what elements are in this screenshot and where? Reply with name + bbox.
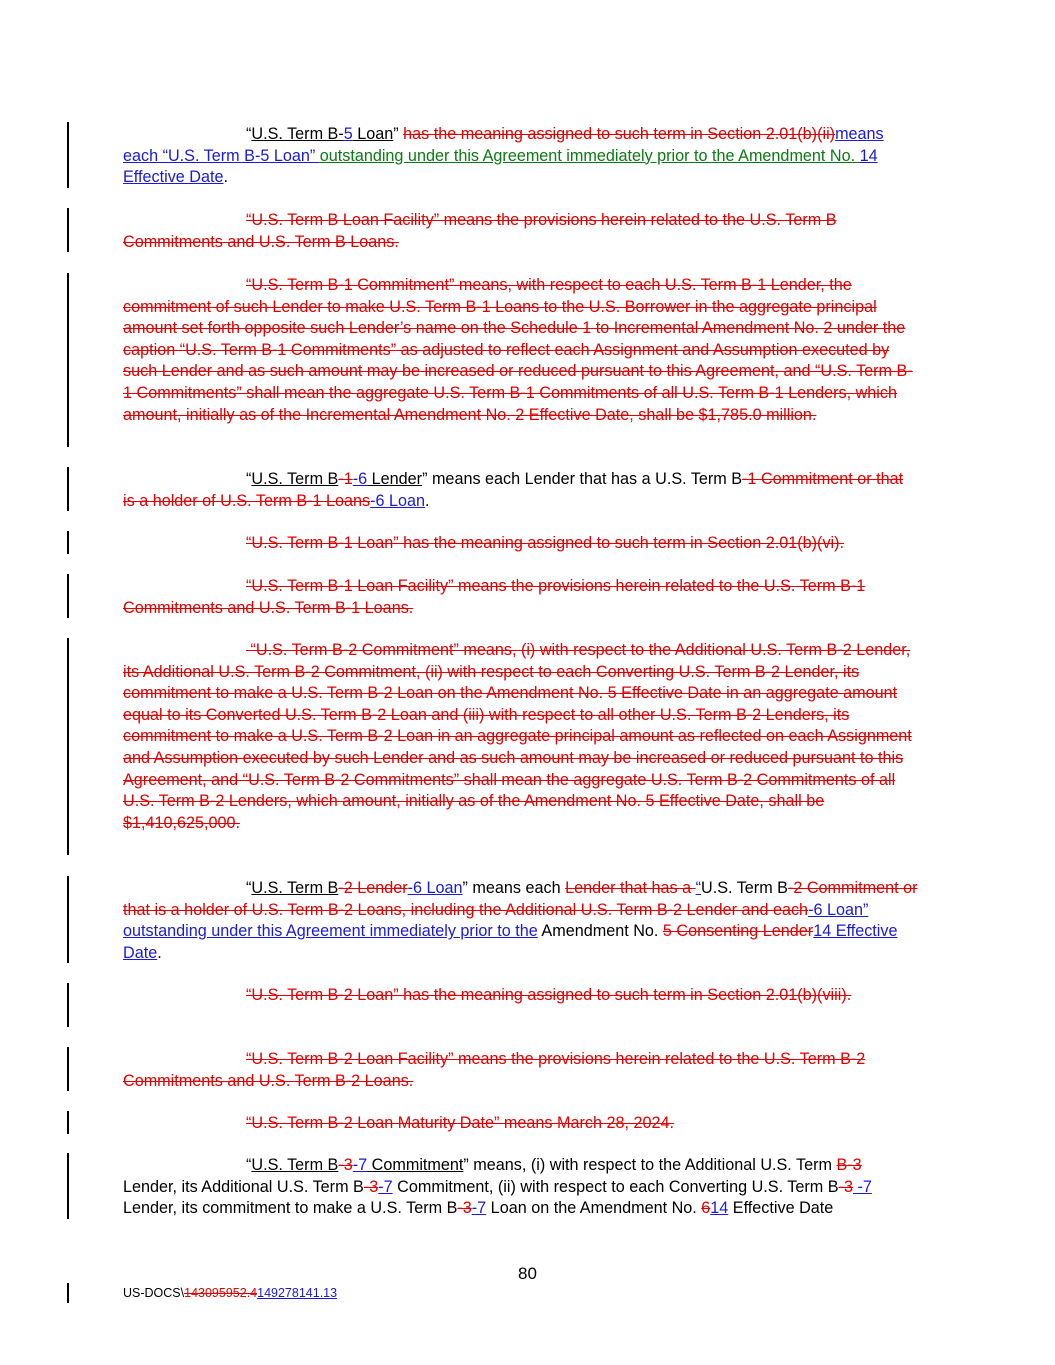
body-text: “ [246, 125, 252, 143]
definition-paragraph [123, 124, 918, 189]
inserted-text: 5 [343, 125, 353, 143]
body-text: Commitment [367, 1156, 464, 1174]
deleted-text: -2 Commitment or that is a holder of U.S. Term B-2 Loans, including the Additional U.S. Term B-2 Lender and each [123, 879, 918, 919]
change-bar [67, 273, 69, 447]
deleted-text: “U.S. Term B-1 Loan” has the meaning assigned to such term in Section 2.01(b)(vi). [246, 534, 845, 552]
inserted-text: 14 Effective Date [123, 146, 878, 187]
inserted-text: 14 [710, 1199, 729, 1218]
body-text: U.S. Term B [251, 1156, 339, 1174]
inserted-text: -6 Loan [370, 491, 426, 510]
body-text: Loan [352, 125, 394, 143]
change-bar [67, 1111, 69, 1134]
inserted-text: -7 [852, 1177, 872, 1196]
change-bar [67, 983, 69, 1027]
inserted-text: means each “U.S. Term B-5 Loan” [123, 125, 884, 165]
inserted-text: -6 [352, 470, 368, 488]
inserted-text: outstanding under this Agreement immediately prior to the Amendment No. [319, 146, 860, 165]
body-text: “ [246, 879, 252, 897]
deleted-text: “U.S. Term B-2 Loan Maturity Date” means March 28, 2024. [246, 1114, 674, 1132]
definition-paragraph [123, 985, 918, 1007]
body-text: . [425, 491, 430, 510]
body-text: ” means, (i) with respect to the Additional U.S. Term [463, 1156, 837, 1174]
body-text: ” means each Lender that has a U.S. Term B [422, 470, 743, 488]
definition-paragraph [123, 210, 918, 253]
change-bar [67, 876, 69, 963]
deleted-text: 5 Consenting Lender [662, 922, 814, 941]
body-text: U.S. Term B [251, 879, 339, 897]
change-bar [67, 1047, 69, 1091]
body-text: Commitment, (ii) with respect to each Converting U.S. Term B [392, 1177, 839, 1196]
definition-paragraph [123, 576, 918, 619]
change-bar [67, 467, 69, 511]
deleted-text: “U.S. Term B-2 Commitment” means, (i) with respect to the Additional U.S. Term B-2 Lender, its Additional U.S. Term B-2 Commitment, (ii) with respect to each Converting U.S. Term B-2 Lender, its commitment to make a U.S. Term B-2 Loan on the Amendment No. 5 Effective Date in an aggregate amount equal to its Converted U.S. Term B-2 Loan and (iii) with respect to all other U.S. Term B-2 Lenders, its commitment to make a U.S. Term B-2 Loan in an aggregate principal amount as reflected on each Assignment and Assumption executed by such Lender and as such amount may be increased or reduced pursuant to this Agreement, and “U.S. Term B-2 Commitments” shall mean the aggregate U.S. Term B-2 Commitments of all U.S. Term B-2 Lenders, which amount, initially as of the Amendment No. 5 Effective Date, shall be $1,410,625,000. [123, 641, 912, 832]
change-bar [67, 1283, 69, 1303]
body-text: U.S. Term B [701, 879, 788, 897]
definition-paragraph [123, 469, 918, 512]
body-text: Lender, its commitment to make a U.S. Term B [123, 1199, 458, 1218]
definition-paragraph [123, 1113, 918, 1135]
body-text: “ [246, 470, 252, 488]
inserted-text: -7 [378, 1177, 393, 1196]
deleted-text: -1 Commitment or that is a holder of U.S. Term B-1 Loans [123, 470, 904, 510]
body-text: U.S. Term B [251, 470, 339, 488]
definition-paragraph [123, 275, 918, 426]
inserted-text: -7 [471, 1199, 487, 1218]
change-bar [67, 638, 69, 855]
deleted-text: -3 [838, 1177, 853, 1196]
footer-prefix: US-DOCS\ [123, 1286, 185, 1300]
deleted-text: 6 [701, 1199, 711, 1218]
body-text: U.S. Term B- [251, 125, 344, 143]
deleted-text: has the meaning assigned to such term in Section 2.01(b)(ii) [403, 125, 836, 143]
deleted-text: -1 [338, 470, 353, 488]
deleted-text: Lender that has a [565, 879, 696, 897]
deleted-text: “U.S. Term B-2 Loan Facility” means the provisions herein related to the U.S. Term B-2 Commitments and U.S. Term B-2 Loans. [123, 1050, 866, 1090]
page-number: 80 [518, 1264, 537, 1283]
body-text: . [157, 943, 162, 962]
body-text: . [223, 168, 228, 187]
definition-paragraph [123, 640, 918, 834]
body-text: ” [393, 125, 404, 143]
change-bar [67, 1153, 69, 1219]
document-id-footer [123, 1286, 337, 1300]
body-text: Lender [367, 470, 423, 488]
deleted-text: “U.S. Term B-1 Loan Facility” means the provisions herein related to the U.S. Term B-1 Commitments and U.S. Term B-1 Loans. [123, 577, 866, 617]
footer-inserted-id: 149278141.13 [257, 1286, 338, 1300]
body-text: Effective Date [728, 1199, 834, 1218]
inserted-text: 14 Effective Date [123, 922, 898, 962]
deleted-text: -3 [338, 1156, 353, 1174]
deleted-text: “U.S. Term B Loan Facility” means the provisions herein related to the U.S. Term B Commitments and U.S. Term B Loans. [123, 211, 837, 251]
change-bar [67, 531, 69, 554]
inserted-text: -6 Loan [407, 879, 463, 897]
inserted-text: “ [695, 879, 702, 897]
inserted-text: -7 [352, 1156, 368, 1174]
body-text: Loan on the Amendment No. [486, 1199, 702, 1218]
definition-paragraph [123, 878, 918, 964]
footer-deleted-id: 143095952.4 [184, 1286, 258, 1300]
definition-paragraph [123, 1049, 918, 1092]
deleted-text: B-3 [836, 1156, 862, 1174]
definition-paragraph [123, 533, 918, 555]
change-bar [67, 208, 69, 252]
deleted-text: -2 Lender [338, 879, 408, 897]
body-text: Lender, its Additional U.S. Term B [123, 1177, 364, 1196]
body-text: “ [246, 1156, 252, 1174]
change-bar [67, 574, 69, 618]
definition-paragraph [123, 1155, 918, 1220]
deleted-text: -3 [457, 1199, 472, 1218]
change-bar [67, 122, 69, 188]
deleted-text: -3 [363, 1177, 379, 1196]
body-text: ” means each [462, 879, 566, 897]
deleted-text: “U.S. Term B-2 Loan” has the meaning assigned to such term in Section 2.01(b)(viii). [246, 986, 852, 1004]
deleted-text: “U.S. Term B-1 Commitment” means, with respect to each U.S. Term B-1 Lender, the commitment of such Lender to make U.S. Term B-1 Loans to the U.S. Borrower in the aggregate principal amount set forth opposite such Lender’s name on the Schedule 1 to Incremental Amendment No. 2 under the caption “U.S. Term B-1 Commitments” as adjusted to reflect each Assignment and Assumption executed by such Lender and as such amount may be increased or reduced pursuant to this Agreement, and “U.S. Term B-1 Commitments” shall mean the aggregate U.S. Term B-1 Commitments of all U.S. Term B-1 Lenders, which amount, initially as of the Incremental Amendment No. 2 Effective Date, shall be $1,785.0 million. [123, 276, 913, 424]
body-text: Amendment No. [537, 922, 663, 941]
inserted-text: -6 Loan” outstanding under this Agreement immediately prior to the [123, 900, 869, 941]
